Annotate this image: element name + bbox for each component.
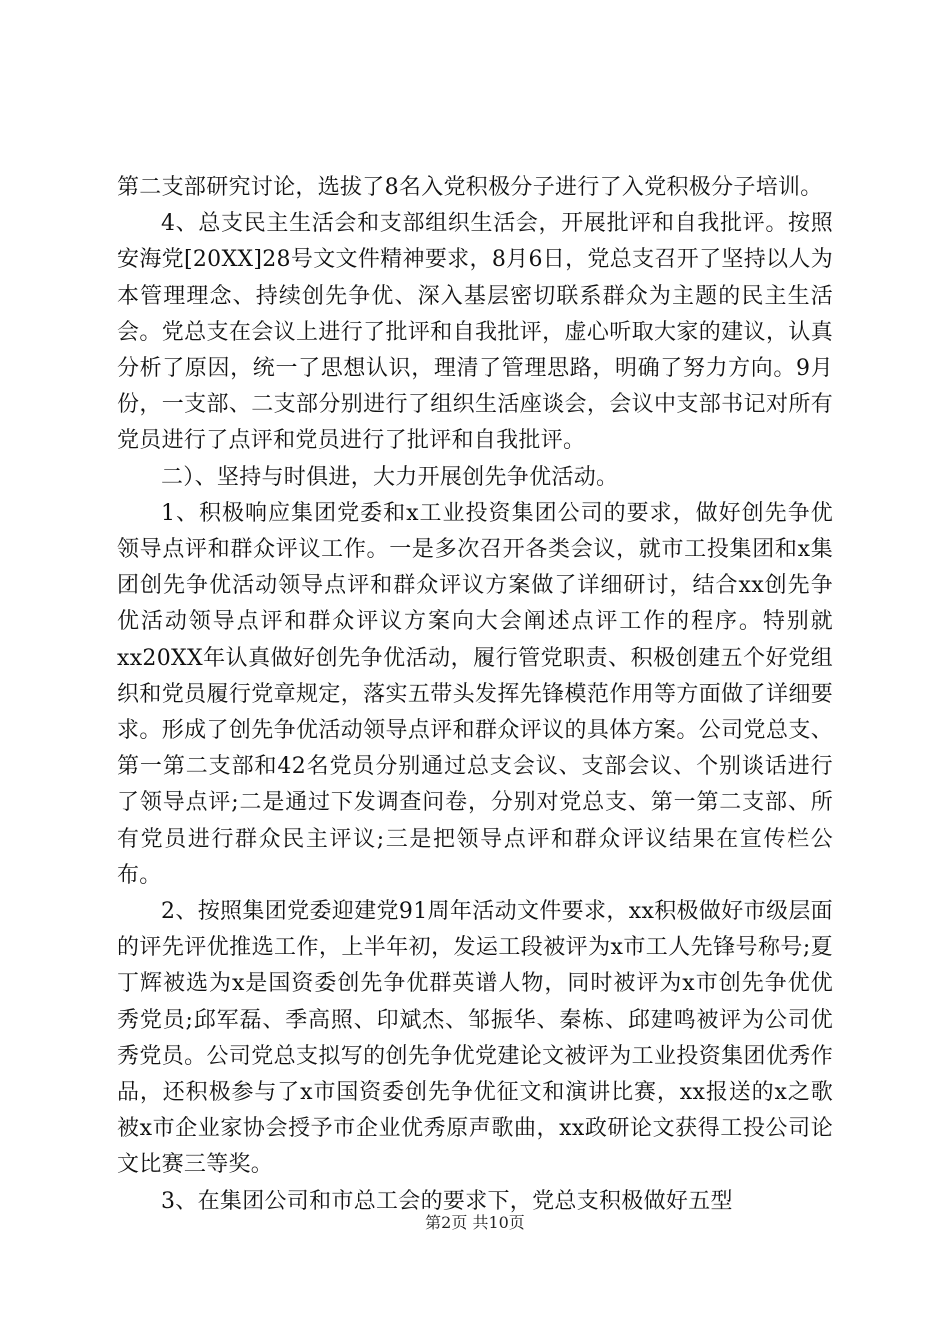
page-number: 第2页 共10页 xyxy=(425,1213,525,1232)
section-heading: 二）、坚持与时俱进，大力开展创先争优活动。 xyxy=(161,464,619,490)
paragraph-3: 1、积极响应集团党委和x工业投资集团公司的要求，做好创先争优领导点评和群众评议工作。一是多次召开各类会议，就市工投集团和x集团创先争优活动领导点评和群众评议方案做了详细研讨，结合xx创先争优活动领导点评和群众评议方案向大会阐述点评工作的程序。特别就xx20XX年认真做好创先争优活动，履行管党职责、积极创建五个好党组织和党员履行党章规定，落实五带头发挥先锋模范作用等方面做了详细要求。形成了创先争优活动领导点评和群众评议的具体方案。公司党总支、第一第二支部和42名党员分别通过总支会议、支部会议、个别谈话进行了领导点评;二是通过下发调查问卷，分别对党总支、第一第二支部、所有党员进行群众民主评议;三是把领导点评和群众评议结果在宣传栏公布。 xyxy=(117,500,833,888)
paragraph-5: 3、在集团公司和市总工会的要求下，党总支积极做好五型 xyxy=(161,1188,733,1214)
paragraph-2: 4、总支民主生活会和支部组织生活会，开展批评和自我批评。按照安海党[20XX]28号文文件精神要求，8月6日，党总支召开了坚持以人为本管理理念、持续创先争优、深入基层密切联系群众为主题的民主生活会。党总支在会议上进行了批评和自我批评，虚心听取大家的建议，认真分析了原因，统一了思想认识，理清了管理思路，明确了努力方向。9月份，一支部、二支部分别进行了组织生活座谈会，会议中支部书记对所有党员进行了点评和党员进行了批评和自我批评。 xyxy=(117,211,833,454)
document-body xyxy=(117,170,833,1220)
paragraph-4: 2、按照集团党委迎建党91周年活动文件要求，xx积极做好市级层面的评先评优推选工作，上半年初，发运工段被评为x市工人先锋号称号;夏丁辉被选为x是国资委创先争优群英谱人物，同时被评为x市创先争优优秀党员;邱军磊、季高照、印斌杰、邹振华、秦栋、邱建鸣被评为公司优秀党员。公司党总支拟写的创先争优党建论文被评为工业投资集团优秀作品，还积极参与了x市国资委创先争优征文和演讲比赛，xx报送的x之歌被x市企业家协会授予市企业优秀原声歌曲，xx政研论文获得工投公司论文比赛三等奖。 xyxy=(117,899,833,1178)
paragraph-1: 第二支部研究讨论，选拔了8名入党积极分子进行了入党积极分子培训。 xyxy=(117,175,823,200)
page-footer xyxy=(0,1213,950,1233)
